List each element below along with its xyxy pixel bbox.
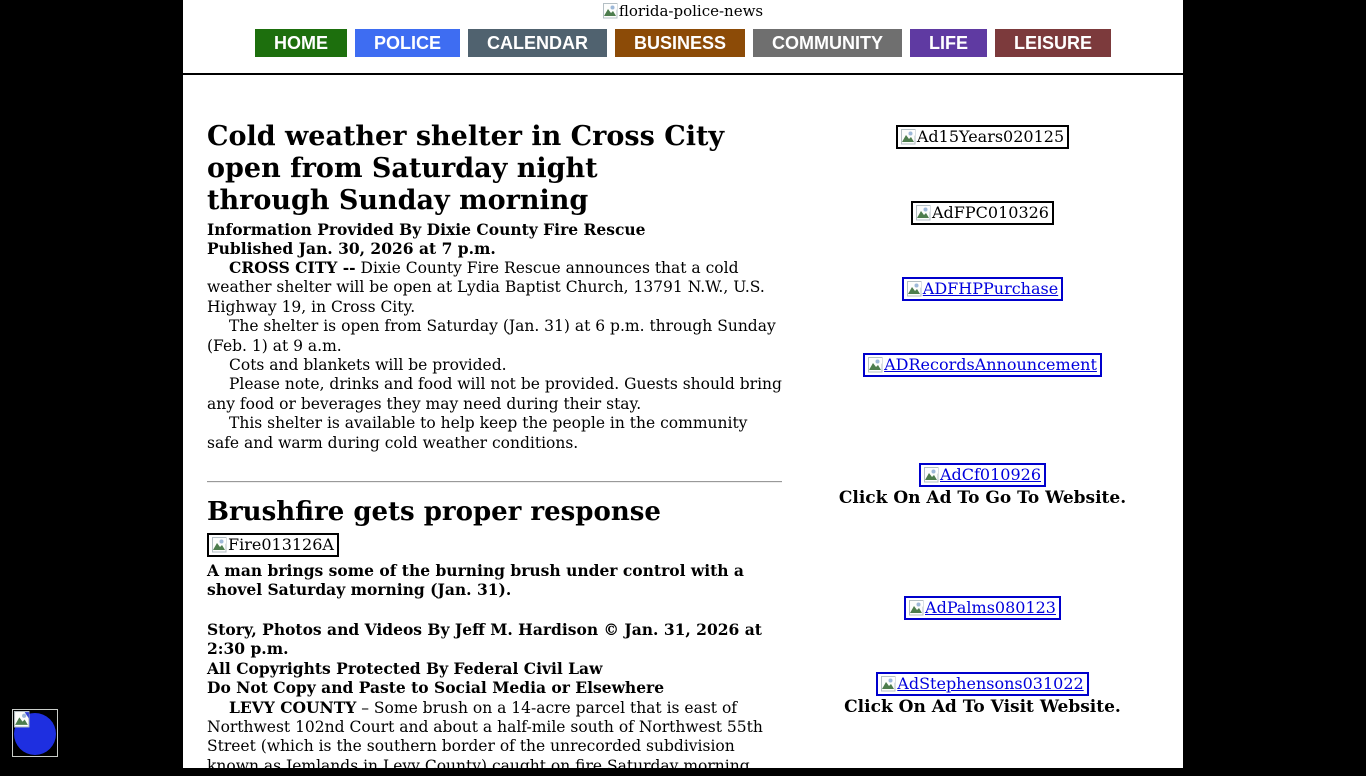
article1-byline: Information Provided By Dixie County Fire Rescue [207, 220, 782, 239]
ad-adcf-link[interactable]: AdCf010926 [919, 463, 1046, 487]
ad-slot [782, 125, 1183, 149]
article1-published-date: Published Jan. 30, 2026 at 7 p.m. [207, 239, 782, 258]
ad-note-visit-website: Click On Ad To Visit Website. [782, 698, 1183, 717]
dateline: LEVY COUNTY [229, 698, 356, 717]
ad-column [782, 75, 1183, 776]
broken-image-icon [881, 676, 896, 692]
site-logo-alt-text: florida-police-news [619, 2, 763, 20]
broken-image-icon [603, 3, 618, 19]
broken-image-icon [212, 537, 227, 553]
content-area [183, 0, 1183, 768]
ad-adfpc: AdFPC010326 [911, 201, 1054, 225]
article2-nocopy-line: Do Not Copy and Paste to Social Media or Elsewhere [207, 678, 782, 697]
nav-community[interactable]: COMMUNITY [753, 29, 902, 57]
article2-photo-caption: A man brings some of the burning brush under control with a shovel Saturday morning (Jan. 31). [207, 561, 782, 600]
ad-adstephensons-link[interactable]: AdStephensons031022 [876, 672, 1088, 696]
ad-slot [782, 672, 1183, 696]
nav-life[interactable]: LIFE [910, 29, 987, 57]
broken-image-icon [868, 357, 883, 373]
article2-photo-broken-image [207, 533, 782, 557]
broken-image-icon [924, 467, 939, 483]
article2-paragraph: LEVY COUNTY – Some brush on a 14-acre parcel that is east of Northwest 102nd Court and about a half-mile south of Northwest 55th Street (which is the southern border of the unrecorded subdivision known as Jemlands in Levy County) caught on fire Saturday morning. [207, 698, 782, 776]
broken-image-icon [14, 711, 30, 728]
ad-slot [782, 201, 1183, 225]
ad-adpalms-link[interactable]: AdPalms080123 [904, 596, 1061, 620]
article1-paragraph: Cots and blankets will be provided. [207, 356, 782, 375]
broken-image-icon [909, 600, 924, 616]
article2-title: Brushfire gets proper response [207, 497, 782, 527]
article1-paragraph: CROSS CITY -- Dixie County Fire Rescue announces that a cold weather shelter will be open at Lydia Baptist Church, 13791 N.W., U.S. Highway 19, in Cross City. [207, 258, 782, 317]
article-column [207, 75, 782, 776]
photo-alt-text: Fire013126A [228, 535, 334, 554]
ad-adrecordsannouncement-link[interactable]: ADRecordsAnnouncement [863, 353, 1102, 377]
broken-image-icon [907, 281, 922, 297]
article2-copyright-line: All Copyrights Protected By Federal Civil Law [207, 659, 782, 678]
ad-slot [782, 463, 1183, 487]
ad-slot [782, 277, 1183, 301]
article1-title-line1: Cold weather shelter in Cross City [207, 121, 782, 153]
nav-home[interactable]: HOME [255, 29, 347, 57]
ad-slot [782, 353, 1183, 377]
article1-title [207, 121, 782, 217]
article1-title-line2: open from Saturday night [207, 153, 782, 185]
ad-ad15years: Ad15Years020125 [896, 125, 1069, 149]
article1-paragraph: The shelter is open from Saturday (Jan. 31) at 6 p.m. through Sunday (Feb. 1) at 9 a.m. [207, 317, 782, 356]
article2-credit-line: Story, Photos and Videos By Jeff M. Hardison © Jan. 31, 2026 at 2:30 p.m. [207, 620, 782, 659]
broken-image-icon [901, 129, 916, 145]
ad-slot [782, 596, 1183, 620]
dateline: CROSS CITY -- [229, 258, 356, 277]
corner-blue-circle-image[interactable] [12, 709, 58, 757]
nav-leisure[interactable]: LEISURE [995, 29, 1111, 57]
article-divider [207, 481, 782, 483]
ad-note-go-to-website: Click On Ad To Go To Website. [782, 489, 1183, 508]
article1-paragraph: This shelter is available to help keep the people in the community safe and warm during cold weather conditions. [207, 414, 782, 453]
site-logo-broken-image [183, 0, 1183, 20]
main-nav [183, 29, 1183, 57]
ad-adfhppurchase-link[interactable]: ADFHPPurchase [902, 277, 1063, 301]
article1-title-line3: through Sunday morning [207, 185, 782, 217]
article1-paragraph: Please note, drinks and food will not be provided. Guests should bring any food or beverages they may need during their stay. [207, 375, 782, 414]
nav-business[interactable]: BUSINESS [615, 29, 745, 57]
nav-calendar[interactable]: CALENDAR [468, 29, 607, 57]
broken-image-icon [916, 205, 931, 221]
nav-police[interactable]: POLICE [355, 29, 460, 57]
